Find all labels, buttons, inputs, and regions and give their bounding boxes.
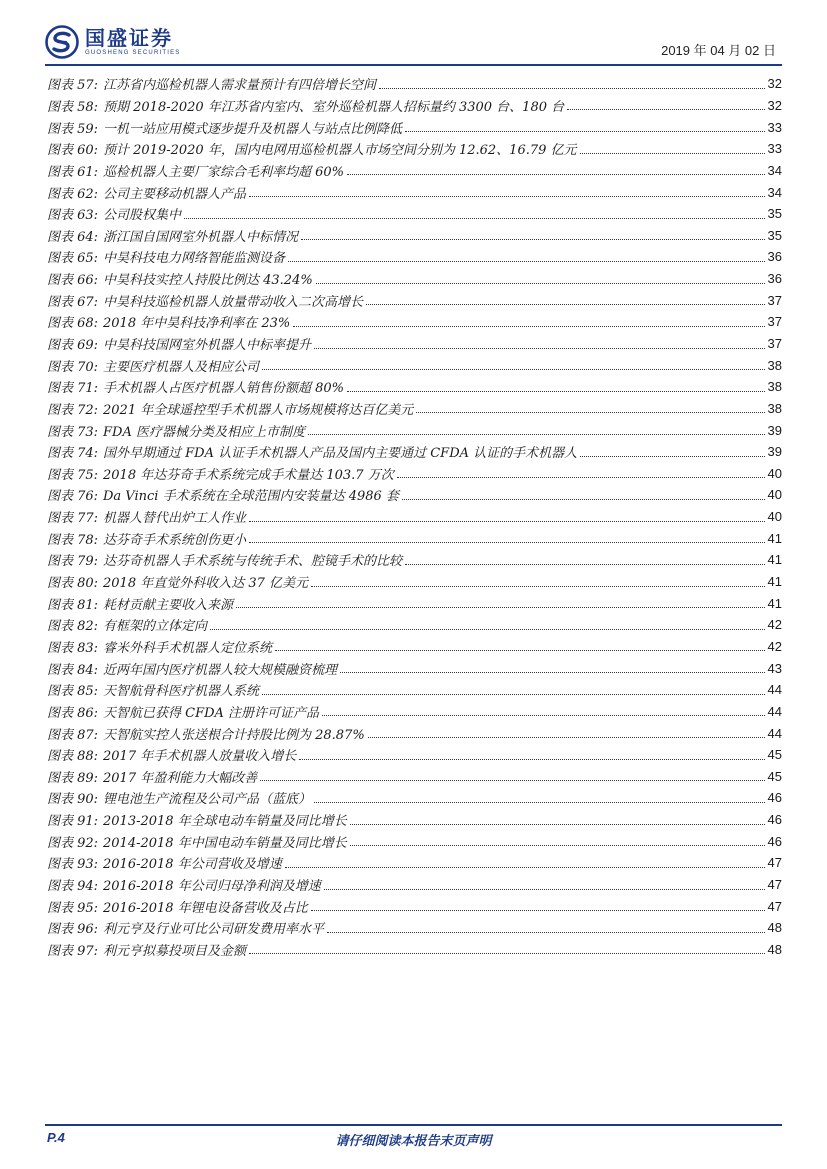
- toc-entry[interactable]: [47, 830, 782, 852]
- toc-entry-title: 有框架的立体定向: [103, 619, 208, 635]
- toc-entry-label: 图表 67:: [47, 294, 99, 310]
- toc-entry-label: 图表 75:: [47, 467, 99, 483]
- guosheng-logo-icon: [45, 25, 79, 59]
- logo-chinese-name: 国盛证券: [85, 26, 173, 50]
- toc-dot-leader: [416, 411, 764, 413]
- toc-entry-title: 公司股权集中: [103, 208, 182, 224]
- toc-entry-label: 图表 83:: [47, 640, 99, 656]
- toc-entry-label: 图表 59:: [47, 121, 99, 137]
- toc-entry-label: 图表 81:: [47, 597, 99, 613]
- toc-entry[interactable]: [47, 852, 782, 874]
- toc-entry-title: 国外早期通过 FDA 认证手术机器人产品及国内主要通过 CFDA 认证的手术机器人: [103, 446, 578, 462]
- toc-entry[interactable]: [47, 95, 782, 117]
- toc-entry[interactable]: [47, 917, 782, 939]
- toc-entry-label: 图表 84:: [47, 662, 99, 678]
- header-divider: [45, 64, 782, 66]
- toc-entry[interactable]: [47, 636, 782, 658]
- toc-entry-page: 34: [767, 184, 782, 200]
- toc-entry[interactable]: [47, 549, 782, 571]
- toc-entry-page: 42: [767, 638, 782, 654]
- toc-dot-leader: [293, 325, 764, 327]
- figure-index-list: [47, 73, 782, 960]
- toc-entry-title: 天智航实控人张送根合计持股比例为 28.87%: [103, 727, 365, 743]
- toc-entry-title: 达芬奇手术系统创伤更小: [103, 532, 247, 548]
- toc-entry-label: 图表 78:: [47, 532, 99, 548]
- toc-dot-leader: [275, 649, 765, 651]
- toc-entry[interactable]: [47, 614, 782, 636]
- toc-entry-page: 44: [767, 725, 782, 741]
- toc-entry-label: 图表 93:: [47, 857, 99, 873]
- toc-entry-label: 图表 94:: [47, 879, 99, 895]
- toc-entry-page: 41: [767, 574, 782, 590]
- toc-entry-page: 46: [767, 790, 782, 806]
- toc-entry-label: 图表 95:: [47, 900, 99, 916]
- toc-entry-title: 2018 年达芬奇手术系统完成手术量达 103.7 万次: [103, 467, 394, 483]
- page-number: P.4: [47, 1130, 65, 1145]
- toc-entry-page: 32: [767, 97, 782, 113]
- toc-entry-title: 一机一站应用模式逐步提升及机器人与站点比例降低: [103, 121, 403, 137]
- toc-entry[interactable]: [47, 246, 782, 268]
- toc-entry-label: 图表 96:: [47, 922, 99, 938]
- toc-dot-leader: [249, 952, 765, 954]
- toc-dot-leader: [340, 671, 765, 673]
- toc-entry-page: 40: [767, 509, 782, 525]
- toc-entry-page: 37: [767, 292, 782, 308]
- toc-entry-page: 45: [767, 768, 782, 784]
- toc-entry-page: 38: [767, 379, 782, 395]
- toc-entry-page: 48: [767, 941, 782, 957]
- toc-entry-title: 2017 年盈利能力大幅改善: [103, 770, 258, 786]
- toc-entry-title: 中昊科技实控人持股比例达 43.24%: [103, 273, 313, 289]
- toc-entry-page: 36: [767, 271, 782, 287]
- toc-entry[interactable]: [47, 463, 782, 485]
- toc-entry[interactable]: [47, 895, 782, 917]
- toc-entry[interactable]: [47, 571, 782, 593]
- toc-dot-leader: [580, 152, 765, 154]
- toc-entry[interactable]: [47, 441, 782, 463]
- toc-entry-label: 图表 60:: [47, 143, 99, 159]
- toc-entry-title: 浙江国自国网室外机器人中标情况: [103, 229, 299, 245]
- toc-entry[interactable]: [47, 398, 782, 420]
- toc-dot-leader: [314, 801, 765, 803]
- toc-entry-title: Da Vinci 手术系统在全球范围内安装量达 4986 套: [103, 489, 399, 505]
- toc-entry-label: 图表 88:: [47, 749, 99, 765]
- toc-dot-leader: [260, 779, 764, 781]
- toc-entry[interactable]: [47, 333, 782, 355]
- disclaimer-note: 请仔细阅读本报告末页声明: [335, 1134, 492, 1149]
- toc-dot-leader: [350, 844, 765, 846]
- toc-dot-leader: [184, 217, 765, 219]
- footer-divider: [45, 1124, 782, 1126]
- toc-entry-title: 预期 2018-2020 年江苏省内室内、室外巡检机器人招标量约 3300 台、180 台: [103, 99, 565, 115]
- toc-entry-title: 利元亨及行业可比公司研发费用率水平: [103, 922, 325, 938]
- toc-entry-page: 41: [767, 552, 782, 568]
- toc-entry-label: 图表 71:: [47, 381, 99, 397]
- toc-entry[interactable]: [47, 809, 782, 831]
- toc-entry-label: 图表 73:: [47, 424, 99, 440]
- toc-entry-page: 41: [767, 530, 782, 546]
- toc-entry-title: 中昊科技电力网络智能监测设备: [103, 251, 286, 267]
- toc-entry-title: 2018 年中昊科技净利率在 23%: [103, 316, 291, 332]
- toc-dot-leader: [379, 87, 765, 89]
- toc-entry-title: 2021 年全球遥控型手术机器人市场规模将达百亿美元: [103, 402, 414, 418]
- toc-dot-leader: [316, 282, 765, 284]
- toc-entry-title: 机器人替代出炉工人作业: [103, 511, 247, 527]
- toc-entry-title: 2014-2018 年中国电动车销量及同比增长: [103, 835, 347, 851]
- toc-dot-leader: [236, 606, 765, 608]
- toc-entry-label: 图表 76:: [47, 489, 99, 505]
- toc-entry-page: 39: [767, 444, 782, 460]
- toc-dot-leader: [210, 628, 765, 630]
- report-date: 2019 年 04 月 02 日: [661, 43, 776, 58]
- toc-dot-leader: [397, 476, 765, 478]
- toc-entry-page: 48: [767, 920, 782, 936]
- toc-entry[interactable]: [47, 268, 782, 290]
- toc-entry-label: 图表 61:: [47, 164, 99, 180]
- toc-entry[interactable]: [47, 592, 782, 614]
- toc-entry[interactable]: [47, 376, 782, 398]
- toc-dot-leader: [301, 238, 765, 240]
- toc-entry-page: 38: [767, 400, 782, 416]
- toc-entry[interactable]: [47, 224, 782, 246]
- toc-entry-title: 江苏省内巡检机器人需求量预计有四倍增长空间: [103, 78, 377, 94]
- toc-entry-title: 天智航骨科医疗机器人系统: [103, 684, 260, 700]
- toc-dot-leader: [347, 390, 765, 392]
- toc-entry-page: 47: [767, 877, 782, 893]
- toc-dot-leader: [311, 909, 765, 911]
- toc-dot-leader: [324, 888, 765, 890]
- toc-entry-label: 图表 77:: [47, 511, 99, 527]
- toc-entry-label: 图表 66:: [47, 273, 99, 289]
- toc-entry-title: FDA 医疗器械分类及相应上市制度: [103, 424, 305, 440]
- toc-entry-title: 2018 年直觉外科收入达 37 亿美元: [103, 576, 309, 592]
- toc-dot-leader: [288, 260, 765, 262]
- page-header: [45, 22, 782, 66]
- toc-dot-leader: [299, 758, 764, 760]
- toc-entry-page: 32: [767, 76, 782, 92]
- toc-entry-page: 41: [767, 595, 782, 611]
- toc-entry-page: 34: [767, 162, 782, 178]
- toc-entry-page: 37: [767, 336, 782, 351]
- toc-entry-label: 图表 64:: [47, 229, 99, 245]
- toc-entry-title: 2017 年手术机器人放量收入增长: [103, 749, 297, 765]
- toc-entry[interactable]: [47, 766, 782, 788]
- toc-dot-leader: [249, 195, 765, 197]
- toc-entry-page: 45: [767, 747, 782, 763]
- toc-dot-leader: [405, 130, 765, 132]
- toc-entry-label: 图表 65:: [47, 251, 99, 267]
- toc-entry[interactable]: [47, 722, 782, 744]
- toc-entry-title: 手术机器人占医疗机器人销售份额超 80%: [103, 381, 345, 397]
- toc-entry-title: 2013-2018 年全球电动车销量及同比增长: [103, 814, 347, 830]
- toc-entry[interactable]: [47, 354, 782, 376]
- toc-entry-label: 图表 74:: [47, 446, 99, 462]
- toc-entry[interactable]: [47, 419, 782, 441]
- toc-entry-title: 2016-2018 年公司归母净利润及增速: [103, 879, 321, 895]
- toc-entry-title: 2016-2018 年公司营收及增速: [103, 857, 282, 873]
- toc-dot-leader: [402, 498, 765, 500]
- toc-entry-page: 40: [767, 487, 782, 503]
- toc-entry[interactable]: [47, 506, 782, 528]
- toc-entry-title: 利元亨拟募投项目及金额: [103, 943, 247, 959]
- toc-entry-title: 天智航已获得 CFDA 注册许可证产品: [103, 705, 320, 721]
- toc-entry-title: 达芬奇机器人手术系统与传统手术、腔镜手术的比较: [103, 554, 403, 570]
- toc-dot-leader: [262, 693, 765, 695]
- toc-entry-page: 43: [767, 660, 782, 676]
- toc-entry-label: 图表 85:: [47, 684, 99, 700]
- toc-entry-page: 36: [767, 249, 782, 265]
- toc-dot-leader: [567, 108, 764, 110]
- toc-entry-title: 2016-2018 年锂电设备营收及占比: [103, 900, 308, 916]
- toc-entry-label: 图表 70:: [47, 359, 99, 375]
- toc-entry-page: 37: [767, 314, 782, 330]
- toc-dot-leader: [314, 347, 765, 349]
- toc-entry-label: 图表 91:: [47, 814, 99, 830]
- toc-entry-label: 图表 69:: [47, 338, 99, 353]
- toc-entry[interactable]: [47, 874, 782, 896]
- toc-entry[interactable]: [47, 484, 782, 506]
- toc-entry-title: 预计 2019-2020 年，国内电网用巡检机器人市场空间分别为 12.62、16.79 亿元: [103, 143, 577, 159]
- toc-dot-leader: [311, 585, 765, 587]
- logo-english-name: GUOSHENG SECURITIES: [85, 50, 181, 56]
- toc-dot-leader: [350, 823, 765, 825]
- toc-entry-label: 图表 68:: [47, 316, 99, 332]
- toc-entry-title: 中昊科技国网室外机器人中标率提升: [103, 338, 312, 353]
- toc-dot-leader: [322, 714, 764, 716]
- toc-entry-title: 近两年国内医疗机器人较大规模融资梳理: [103, 662, 338, 678]
- toc-dot-leader: [580, 455, 764, 457]
- toc-entry-label: 图表 58:: [47, 99, 99, 115]
- toc-entry-page: 35: [767, 227, 782, 243]
- toc-entry-page: 46: [767, 833, 782, 849]
- toc-dot-leader: [262, 368, 765, 370]
- toc-entry-page: 33: [767, 119, 782, 135]
- toc-entry-title: 锂电池生产流程及公司产品（蓝底）: [103, 792, 312, 808]
- toc-entry-page: 46: [767, 812, 782, 828]
- toc-entry[interactable]: [47, 73, 782, 95]
- toc-entry-label: 图表 80:: [47, 576, 99, 592]
- toc-entry[interactable]: [47, 527, 782, 549]
- toc-dot-leader: [327, 931, 765, 933]
- toc-entry-label: 图表 90:: [47, 792, 99, 808]
- toc-dot-leader: [347, 173, 765, 175]
- toc-entry[interactable]: [47, 116, 782, 138]
- toc-entry[interactable]: [47, 679, 782, 701]
- toc-entry-title: 耗材贡献主要收入来源: [103, 597, 234, 613]
- toc-entry-label: 图表 63:: [47, 208, 99, 224]
- toc-entry-page: 47: [767, 855, 782, 871]
- toc-entry-title: 睿米外科手术机器人定位系统: [103, 640, 273, 656]
- toc-entry-page: 39: [767, 422, 782, 438]
- toc-entry-label: 图表 72:: [47, 402, 99, 418]
- toc-entry-page: 42: [767, 617, 782, 633]
- toc-entry-label: 图表 62:: [47, 186, 99, 202]
- toc-dot-leader: [405, 563, 765, 565]
- toc-entry-page: 44: [767, 682, 782, 698]
- toc-entry[interactable]: [47, 203, 782, 225]
- toc-entry-page: 47: [767, 898, 782, 914]
- toc-entry[interactable]: [47, 701, 782, 723]
- toc-entry-page: 33: [767, 141, 782, 157]
- toc-entry-label: 图表 89:: [47, 770, 99, 786]
- toc-dot-leader: [308, 433, 765, 435]
- company-logo: [45, 24, 180, 60]
- toc-entry[interactable]: [47, 160, 782, 182]
- toc-entry-label: 图表 86:: [47, 705, 99, 721]
- toc-entry-label: 图表 92:: [47, 835, 99, 851]
- toc-entry[interactable]: [47, 787, 782, 809]
- toc-dot-leader: [249, 520, 765, 522]
- toc-dot-leader: [285, 866, 765, 868]
- toc-dot-leader: [249, 541, 765, 543]
- toc-dot-leader: [368, 736, 765, 738]
- toc-entry-page: 38: [767, 357, 782, 373]
- toc-entry-label: 图表 97:: [47, 943, 99, 959]
- toc-entry-title: 中昊科技巡检机器人放量带动收入二次高增长: [103, 294, 364, 310]
- toc-entry[interactable]: [47, 138, 782, 160]
- toc-entry-title: 巡检机器人主要厂家综合毛利率均超 60%: [103, 164, 345, 180]
- toc-entry[interactable]: [47, 289, 782, 311]
- toc-entry-label: 图表 82:: [47, 619, 99, 635]
- toc-entry-label: 图表 79:: [47, 554, 99, 570]
- toc-entry-page: 44: [767, 703, 782, 719]
- toc-entry[interactable]: [47, 657, 782, 679]
- toc-entry-page: 35: [767, 206, 782, 222]
- toc-entry[interactable]: [47, 181, 782, 203]
- toc-entry-label: 图表 87:: [47, 727, 99, 743]
- toc-entry-title: 公司主要移动机器人产品: [103, 186, 247, 202]
- toc-entry[interactable]: [47, 939, 782, 961]
- toc-entry-page: 40: [767, 465, 782, 481]
- toc-entry-label: 图表 57:: [47, 78, 99, 94]
- toc-entry[interactable]: [47, 311, 782, 333]
- toc-entry[interactable]: [47, 744, 782, 766]
- toc-entry-title: 主要医疗机器人及相应公司: [103, 359, 260, 375]
- toc-dot-leader: [366, 303, 765, 305]
